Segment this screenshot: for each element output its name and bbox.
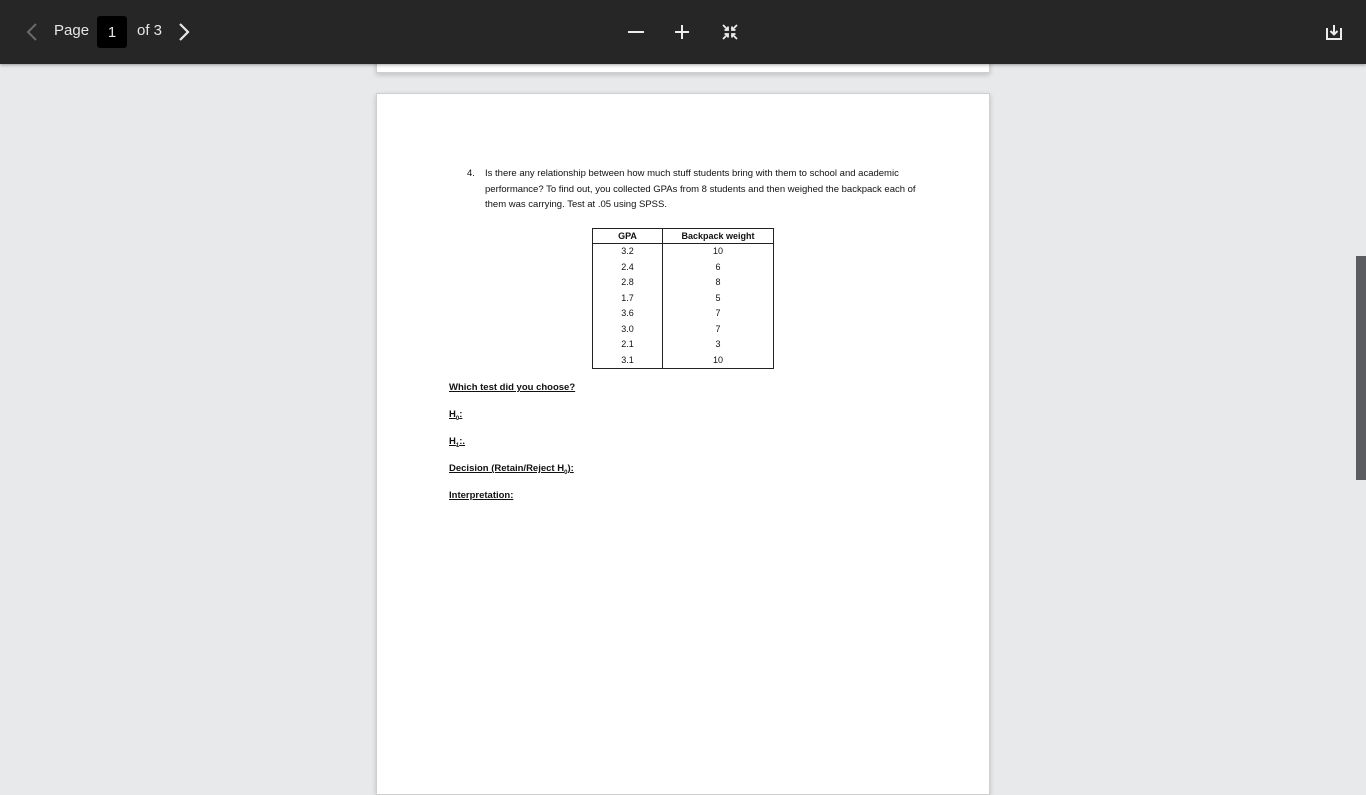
gpa-cell: 2.1: [593, 337, 663, 353]
gpa-cell: 3.6: [593, 306, 663, 322]
weight-cell: 7: [715, 308, 721, 318]
h1-subscript: 1: [455, 442, 460, 449]
column-header-backpack-weight: Backpack weight: [663, 229, 774, 244]
table-row: [593, 306, 774, 322]
chevron-right-icon: [177, 22, 191, 42]
decision-suffix: ):: [567, 463, 574, 474]
zoom-in-button[interactable]: [668, 18, 696, 46]
weight-cell: 6: [715, 261, 721, 272]
weight-cell: 7: [715, 323, 721, 334]
column-header-gpa: GPA: [593, 229, 663, 244]
page-number-input[interactable]: [97, 16, 127, 48]
previous-page-button[interactable]: [20, 18, 44, 46]
question-number: 4.: [467, 168, 475, 179]
table-row: [593, 322, 774, 338]
weight-cell: 10: [712, 354, 723, 365]
chevron-left-icon: [25, 22, 39, 42]
question-text: Is there any relationship between how much stuff students bring with them to school and academic performance? To find out, you collected GPAs from 8 students and then weighed the backpack each of them was carrying. Test at .05 using SPSS.: [485, 168, 916, 210]
decision-subscript: 0: [564, 469, 568, 476]
h0-subscript: 0: [455, 415, 460, 422]
alternative-hypothesis-label: [449, 436, 465, 449]
current-page-sheet: [376, 93, 990, 795]
null-hypothesis-label: [449, 409, 462, 422]
gpa-cell: 3.2: [593, 244, 663, 260]
h1-prefix: H: [449, 436, 456, 447]
gpa-cell: 2.8: [593, 275, 663, 291]
h0-prefix: H: [449, 409, 456, 420]
minus-icon: [627, 23, 645, 41]
gpa-cell: 2.4: [593, 260, 663, 276]
download-button[interactable]: [1320, 18, 1348, 46]
next-page-button[interactable]: [172, 18, 196, 46]
weight-cell: 3: [715, 339, 721, 349]
weight-cell: 5: [715, 292, 721, 303]
gpa-cell: 3.0: [593, 322, 663, 338]
page-label: Page: [54, 22, 90, 39]
gpa-cell: 1.7: [593, 291, 663, 307]
download-icon: [1325, 23, 1343, 41]
table-row: [593, 337, 774, 353]
table-header-row: [593, 229, 774, 244]
decision-prefix: Decision (Retain/Reject H: [449, 463, 565, 474]
decision-label: [449, 463, 574, 476]
table-row: [593, 291, 774, 307]
which-test-label: Which test did you choose?: [449, 382, 576, 393]
weight-cell: 10: [712, 246, 723, 256]
vertical-scrollbar-thumb[interactable]: [1356, 256, 1366, 480]
table-row: [593, 353, 774, 369]
page-count: of 3: [137, 22, 163, 39]
collapse-arrows-icon: [721, 23, 739, 41]
fit-page-button[interactable]: [716, 18, 744, 46]
data-table: [592, 228, 774, 369]
h1-suffix: :.: [459, 436, 466, 447]
table-row: [593, 260, 774, 276]
zoom-out-button[interactable]: [622, 18, 650, 46]
pdf-toolbar: [0, 0, 1366, 64]
plus-icon: [674, 24, 690, 40]
gpa-cell: 3.1: [593, 353, 663, 369]
table-row: [593, 244, 774, 260]
weight-cell: 8: [715, 277, 721, 287]
table-row: [593, 275, 774, 291]
h0-suffix: :: [459, 409, 463, 420]
interpretation-label: Interpretation:: [449, 490, 514, 501]
